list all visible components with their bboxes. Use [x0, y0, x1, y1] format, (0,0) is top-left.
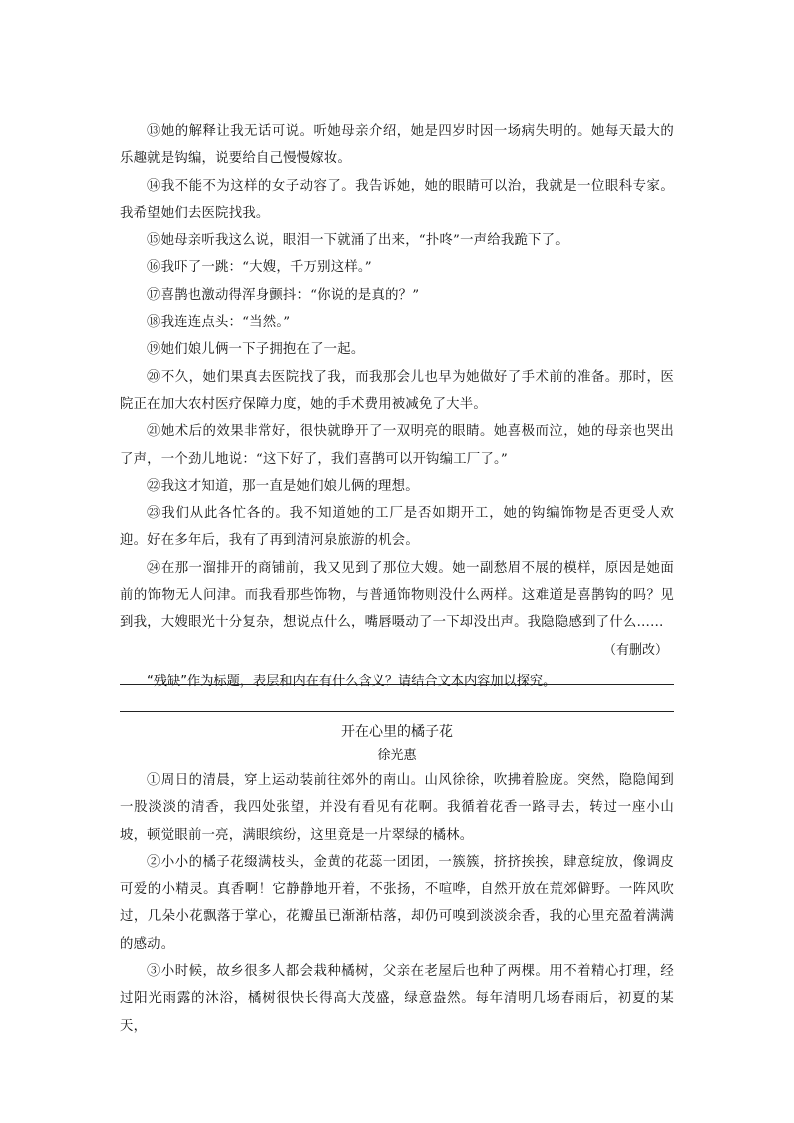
story2-author: 徐光惠 — [377, 748, 417, 763]
story2-section — [120, 719, 674, 1040]
story1-paragraph: ㉓我们从此各忙各的。我不知道她的工厂是否如期开工，她的钩编饰物是否更受人欢迎。好在多年后，我有了再到清河泉旅游的机会。 — [120, 506, 674, 549]
story1-paragraph: ⑭我不能不为这样的女子动容了。我告诉她，她的眼睛可以治，我就是一位眼科专家。我希望她们去医院找我。 — [120, 178, 674, 221]
story1-paragraph: ⑲她们娘儿俩一下子拥抱在了一起。 — [147, 342, 365, 358]
story1-paragraph: ⑬她的解释让我无话可说。听她母亲介绍，她是四岁时因一场病失明的。她每天最大的乐趣就是钩编，说要给自己慢慢嫁妆。 — [120, 124, 674, 167]
story2-title: 开在心里的橘子花 — [341, 724, 453, 740]
question-text: “残缺”作为标题，表层和内在有什么含义？请结合文本内容加以探究。 — [147, 673, 557, 689]
story2-paragraph: ①周日的清晨，穿上运动装前往郊外的南山。山风徐徐，吹拂着脸庞。突然，隐隐闻到一股淡淡的清香，我四处张望，并没有看见有花啊。我循着花香一路寻去，转过一座小山坡，顿觉眼前一亮，满眼缤纷，这里竟是一片翠绿的橘林。 — [120, 773, 674, 843]
answer-line — [120, 684, 674, 685]
story1-paragraph: ⑱我连连点头：“当然。” — [147, 315, 291, 331]
story1-paragraph: ㉑她术后的效果非常好，很快就睁开了一双明亮的眼睛。她喜极而泣，她的母亲也哭出了声，一个劲儿地说：“这下好了，我们喜鹊可以开钩编工厂了。” — [120, 424, 674, 467]
story1-paragraph: ⑯我吓了一跳：“大嫂，千万别这样。” — [147, 260, 372, 276]
answer-line — [120, 711, 674, 712]
story1-paragraph: ⑳不久，她们果真去医院找了我，而我那会儿也早为她做好了手术前的准备。那时，医院正在加大农村医疗保障力度，她的手术费用被减免了大半。 — [120, 369, 674, 412]
story1-section — [120, 118, 674, 695]
story1-paragraph: ⑮她母亲听我这么说，眼泪一下就涌了出来，“扑咚”一声给我跪下了。 — [147, 233, 569, 249]
story1-paragraph: ㉔在那一溜排开的商铺前，我又见到了那位大嫂。她一副愁眉不展的模样，原因是她面前的饰物无人问津。而我看那些饰物，与普通饰物则没什么两样。这难道是喜鹊钩的吗？见到我，大嫂眼光十分复杂，想说点什么，嘴唇嗫动了一下却没出声。我隐隐感到了什么…… — [120, 560, 674, 631]
story1-paragraph: ㉒我这才知道，那一直是她们娘儿俩的理想。 — [147, 478, 419, 494]
revision-note: （有删改） — [602, 642, 668, 658]
story1-paragraph: ⑰喜鹊也激动得浑身颤抖：“你说的是真的？” — [147, 287, 420, 303]
story2-paragraph: ③小时候，故乡很多人都会栽种橘树，父亲在老屋后也种了两棵。用不着精心打理，经过阳光雨露的沐浴，橘树很快长得高大茂盛，绿意盎然。每年清明几场春雨后，初夏的某天， — [120, 964, 674, 1034]
story2-paragraph: ②小小的橘子花缀满枝头，金黄的花蕊一团团，一簇簇，挤挤挨挨，肆意绽放，像调皮可爱的小精灵。真香啊！它静静地开着，不张扬，不喧哗，自然开放在荒郊僻野。一阵风吹过，几朵小花飘落于掌心，花瓣虽已渐渐枯落，却仍可嗅到淡淡余香，我的心里充盈着满满的感动。 — [120, 854, 674, 952]
